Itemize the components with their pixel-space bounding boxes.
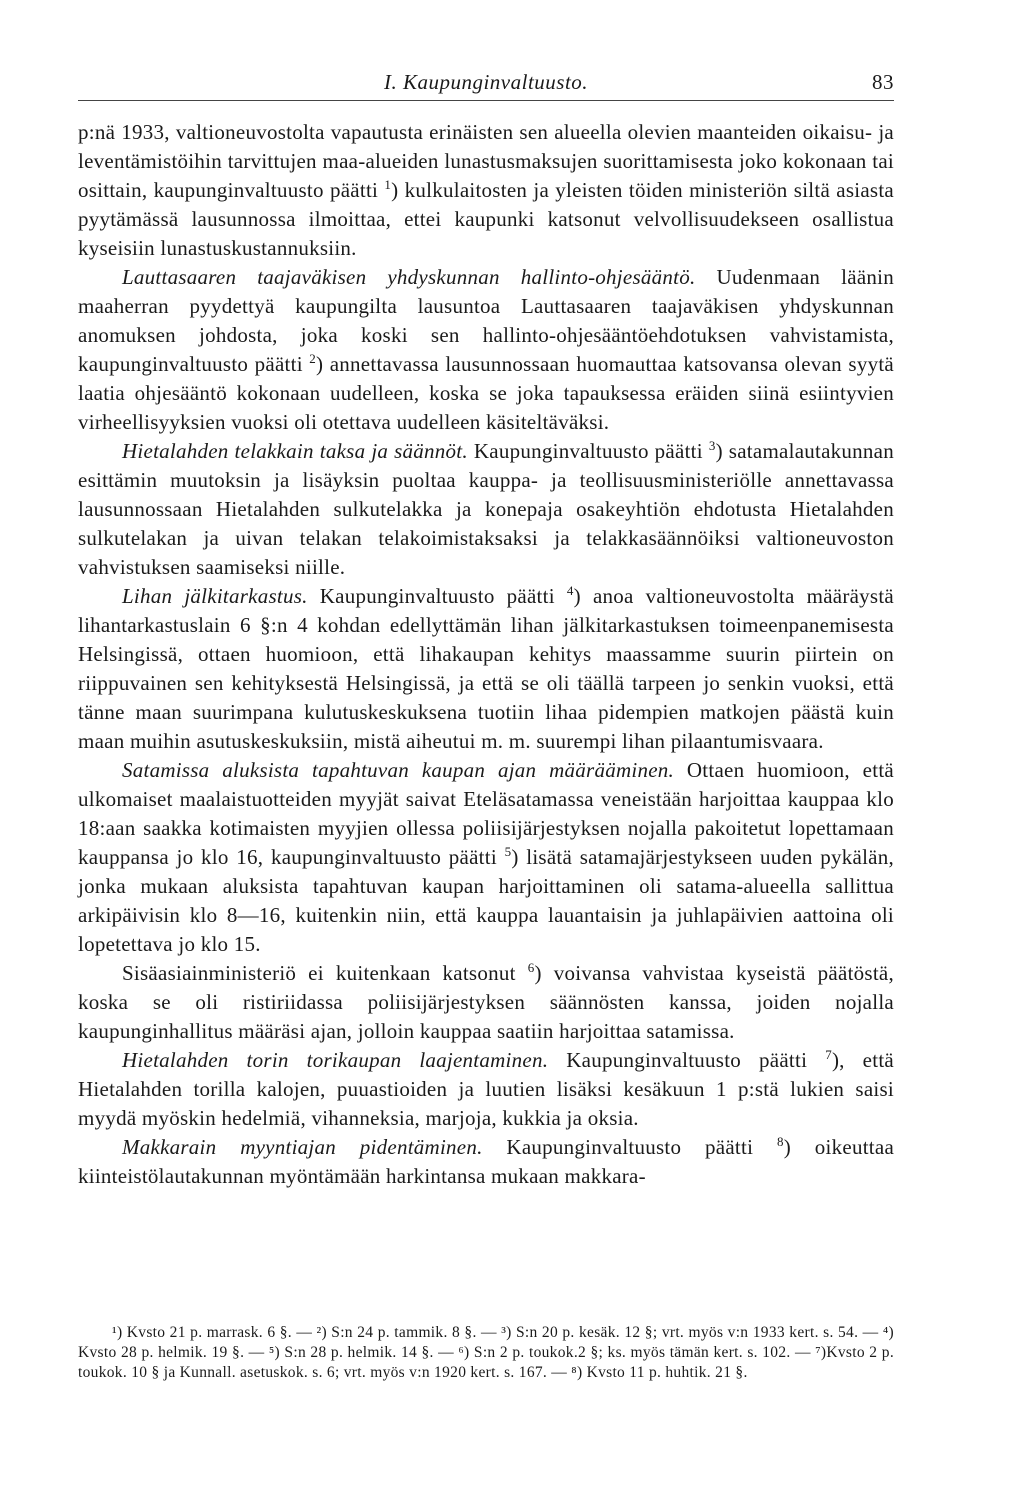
paragraph-heading: Lauttasaaren taajaväkisen yhdyskunnan hallinto-ohjesääntö.: [122, 265, 696, 289]
paragraph: [78, 1046, 894, 1133]
footnote-ref: 6: [527, 960, 535, 975]
body-text: [78, 118, 894, 1191]
paragraph-text-cont: ) annettavassa lausunnossaan huomauttaa katsovansa olevan syytä laatia ohjesääntö kokonaan uudelleen, koska se joka tapauksessa eräiden siinä esiintyvien virheellisyyksien vuoksi oli otettava uudelleen käsiteltäväksi.: [78, 352, 894, 434]
paragraph-text-cont: ), että Hietalahden torilla kalojen, puuastioiden ja luutien lisäksi kesäkuun 1 p:stä lukien saisi myydä myöskin hedelmiä, vihanneksia, marjoja, kukkia ja oksia.: [78, 1048, 894, 1130]
footnote-ref: 5: [504, 844, 512, 859]
paragraph-text-cont: ) oikeuttaa kiinteistölautakunnan myöntämään harkintansa mukaan makkara-: [78, 1135, 895, 1188]
footnotes: [78, 1323, 894, 1383]
paragraph-heading: Satamissa aluksista tapahtuvan kaupan ajan määrääminen.: [122, 758, 675, 782]
paragraph-text-cont: ) voivansa vahvistaa kyseistä päätöstä, koska se oli ristiriidassa poliisijärjestyksen säännösten kanssa, joiden nojalla kaupunginhallitus määräsi ajan, jolloin kauppaa saatiin harjoittaa satamissa.: [78, 961, 894, 1043]
paragraph-text: Kaupunginvaltuusto päätti: [307, 584, 555, 608]
paragraph: [78, 756, 894, 959]
running-title: I. Kaupunginvaltuusto.: [383, 70, 589, 94]
paragraph-heading: Hietalahden torin torikaupan laajentaminen.: [122, 1048, 549, 1072]
footnote-ref: 7: [825, 1047, 832, 1062]
paragraph-heading: Makkarain myyntiajan pidentäminen.: [122, 1135, 483, 1159]
paragraph-text-cont: ) satamalautakunnan esittämin muutoksin ja lisäyksin puoltaa kauppa- ja teollisuusministeriölle annettavassa lausunnossaan Hietalahden sulkutelakka ja konepaja osakeyhtiön ehdotusta Hietalahden sulkutelakan ja uivan telakan telakoimistaksaksi ja telakkasäännöiksi valtioneuvoston vahvistuksen saamiseksi niille.: [78, 439, 894, 579]
header-rule: [78, 100, 894, 101]
footnote-ref: 3: [708, 438, 716, 453]
page-number: 83: [872, 70, 894, 94]
paragraph: [78, 437, 894, 582]
paragraph: [78, 959, 894, 1046]
paragraph-text: Uudenmaan läänin maaherran pyydettyä kaupungilta lausuntoa Lauttasaaren taajaväkisen yhdyskunnan anomuksen johdosta, joka koski sen hallinto-ohjesääntöehdotuksen vahvistamista, kaupunginvaltuusto päätti: [78, 265, 894, 376]
paragraph-text-cont: ) anoa valtioneuvostolta määräystä lihantarkastuslain 6 §:n 4 kohdan edellyttämän lihan jälkitarkastuksen toimeenpanemisesta Helsingissä, ottaen huomioon, että lihakaupan kehitys maassamme suurin piirtein on riippuvainen sen kehityksestä Helsingissä, ja että se oli täällä tarpeen jo senkin vuoksi, että tänne maan suurimpana kulutuskeskuksena tuotiin lihaa pidempien matkojen päästä kuin maan muihin asutuskeskuksiin, mistä aiheutui m. m. suurempi lihan pilaantumisvaara.: [78, 584, 894, 753]
page-header: [78, 70, 894, 100]
paragraph-text: Sisäasiainministeriö ei kuitenkaan katsonut: [122, 961, 516, 985]
footnote-ref: 2: [309, 351, 317, 366]
paragraph-text: Ottaen huomioon, että ulkomaiset maalaistuotteiden myyjät saivat Eteläsatamassa veneistään harjoittaa kauppaa klo 18:aan saakka kotimaisten myyjien ollessa poliisijärjestyksen nojalla pakoitetut lopettamaan kauppansa jo klo 16, kaupunginvaltuusto päätti: [78, 758, 894, 869]
paragraph: [78, 118, 894, 263]
paragraph: [78, 1133, 894, 1191]
paragraph-heading: Lihan jälkitarkastus.: [122, 584, 308, 608]
paragraph-text: p:nä 1933, valtioneuvostolta vapautusta erinäisten sen alueella olevien maanteiden oikaisu- ja leventämistöihin tarvittujen maa-alueiden lunastusmaksujen suorittamisesta joko kokonaan tai osittain, kaupunginvaltuusto päätti: [78, 120, 894, 202]
paragraph-text-cont: ) lisätä satamajärjestykseen uuden pykälän, jonka mukaan aluksista tapahtuvan kaupan harjoittaminen oli satama-alueella sallittua arkipäivisin klo 8—16, kuitenkin niin, että kauppa lauantaisin ja juhlapäivien aattoina oli lopetettava jo klo 15.: [78, 845, 895, 956]
footnote-text: ¹) Kvsto 21 p. marrask. 6 §. — ²) S:n 24 p. tammik. 8 §. — ³) S:n 20 p. kesäk. 12 §; vrt. myös v:n 1933 kert. s. 54. — ⁴) Kvsto 28 p. helmik. 19 §. — ⁵) S:n 28 p. helmik. 14 §. — ⁶) S:n 2 p. toukok.2 §; ks. myös tämän kert. s. 102. — ⁷)Kvsto 2 p. toukok. 10 § ja Kunnall. asetuskok. s. 6; vrt. myös v:n 1920 kert. s. 167. — ⁸) Kvsto 11 p. huhtik. 21 §.: [78, 1324, 894, 1381]
footnote-ref: 4: [566, 583, 574, 598]
paragraph-text: Kaupunginvaltuusto päätti: [548, 1048, 808, 1072]
footnote-ref: 1: [384, 177, 392, 192]
paragraph: [78, 263, 894, 437]
paragraph: [78, 582, 894, 756]
footnote-ref: 8: [777, 1134, 784, 1149]
paragraph-heading: Hietalahden telakkain taksa ja säännöt.: [122, 439, 468, 463]
paragraph-text-cont: ) kulkulaitosten ja yleisten töiden ministeriön siltä asiasta pyytämässä lausunnossa ilmoittaa, ettei kaupunki katsonut velvollisuudekseen osallistua kyseisiin lunastuskustannuksiin.: [78, 178, 895, 260]
paragraph-text: Kaupunginvaltuusto päätti: [482, 1135, 754, 1159]
paragraph-text: Kaupunginvaltuusto päätti: [467, 439, 703, 463]
